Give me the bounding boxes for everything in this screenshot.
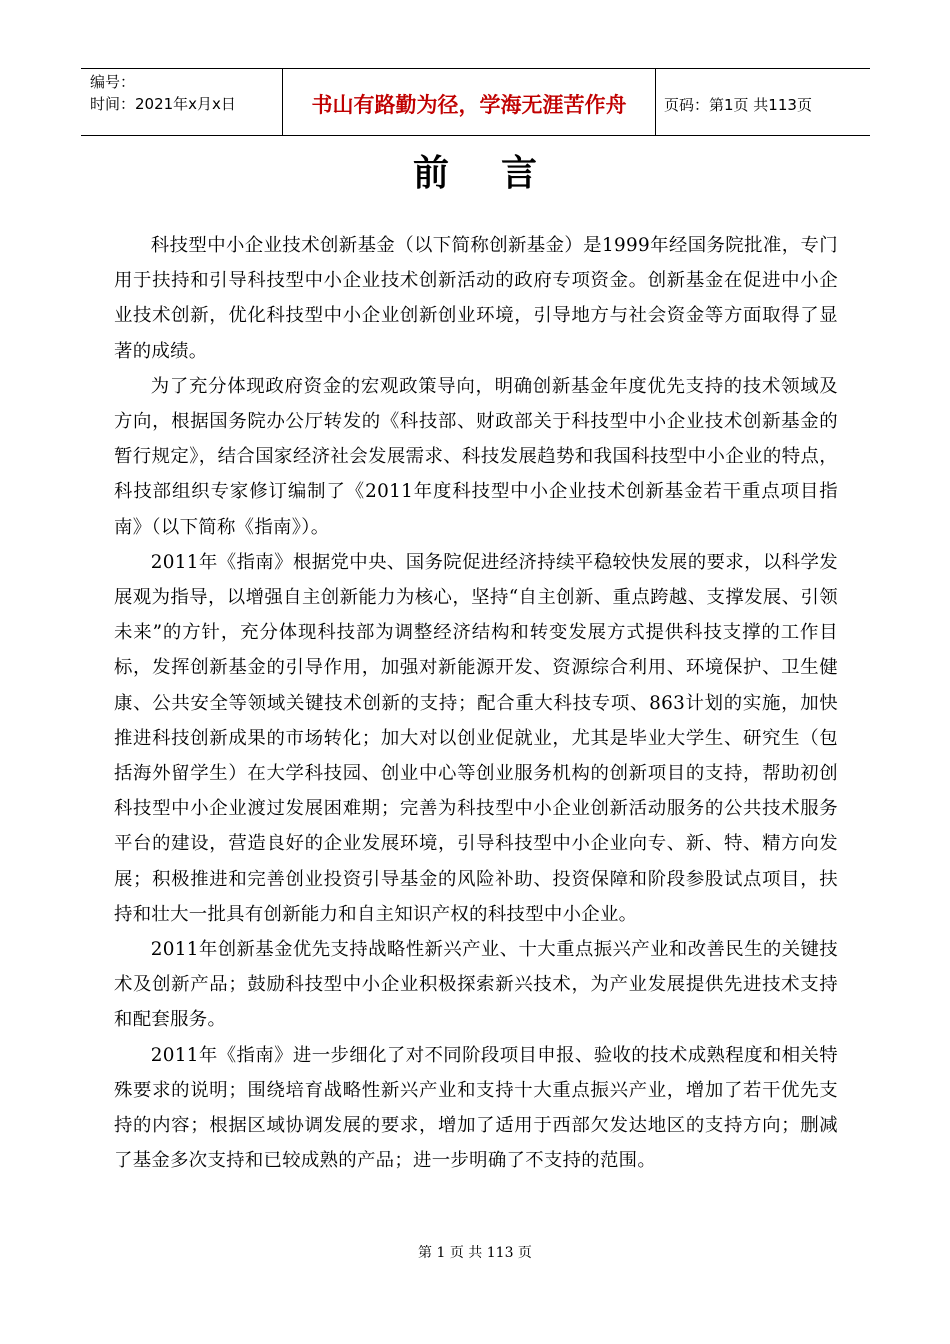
page-footer: 第 1 页 共 113 页	[418, 1245, 532, 1261]
paragraph-5: 2011年《指南》进一步细化了对不同阶段项目申报、验收的技术成熟程度和相关特殊要求的说明；围绕培育战略性新兴产业和支持十大重点振兴产业，增加了若干优先支持的内容；根据区域协调发展的要求，增加了适用于西部欠发达地区的支持方向；删减了基金多次支持和已较成熟的产品；进一步明确了不支持的范围。	[114, 1044, 838, 1172]
document-title: 前言	[412, 152, 589, 194]
paragraph-2: 为了充分体现政府资金的宏观政策导向，明确创新基金年度优先支持的技术领域及方向，根据国务院办公厅转发的《科技部、财政部关于科技型中小企业技术创新基金的暂行规定》，结合国家经济社会发展需求、科技发展趋势和我国科技型中小企业的特点，科技部组织专家修订编制了《2011年度科技型中小企业技术创新基金若干重点项目指南》（以下简称《指南》）。	[114, 375, 838, 538]
header-meta	[81, 69, 283, 135]
paragraph-3: 2011年《指南》根据党中央、国务院促进经济持续平稳较快发展的要求，以科学发展观为指导，以增强自主创新能力为核心，坚持“自主创新、重点跨越、支撑发展、引领未来”的方针，充分体现科技部为调整经济结构和转变发展方式提供科技支撑的工作目标，发挥创新基金的引导作用，加强对新能源开发、资源综合利用、环境保护、卫生健康、公共安全等领域关键技术创新的支持；配合重大科技专项、863计划的实施，加快推进科技创新成果的市场转化；加大对以创业促就业，尤其是毕业大学生、研究生（包括海外留学生）在大学科技园、创业中心等创业服务机构的创新项目的支持，帮助初创科技型中小企业渡过发展困难期；完善为科技型中小企业创新活动服务的公共技术服务平台的建设，营造良好的企业发展环境，引导科技型中小企业向专、新、特、精方向发展；积极推进和完善创业投资引导基金的风险补助、投资保障和阶段参股试点项目，扶持和壮大一批具有创新能力和自主知识产权的科技型中小企业。	[114, 551, 838, 925]
header-motto: 书山有路勤为径，学海无涯苦作舟	[283, 69, 656, 135]
paragraph-4: 2011年创新基金优先支持战略性新兴产业、十大重点振兴产业和改善民生的关键技术及创新产品；鼓励科技型中小企业积极探索新兴技术，为产业发展提供先进技术支持和配套服务。	[114, 939, 838, 1031]
page-header	[81, 68, 870, 136]
document-number-label: 编号：	[90, 73, 136, 91]
document-date: 时间：2021年x月x日	[90, 95, 236, 113]
document-body	[114, 228, 838, 1178]
paragraph-1: 科技型中小企业技术创新基金（以下简称创新基金）是1999年经国务院批准，专门用于扶持和引导科技型中小企业技术创新活动的政府专项资金。创新基金在促进中小企业技术创新，优化科技型中小企业创新创业环境，引导地方与社会资金等方面取得了显著的成绩。	[114, 235, 838, 362]
header-page-code: 页码：第1页 共113页	[664, 95, 812, 114]
